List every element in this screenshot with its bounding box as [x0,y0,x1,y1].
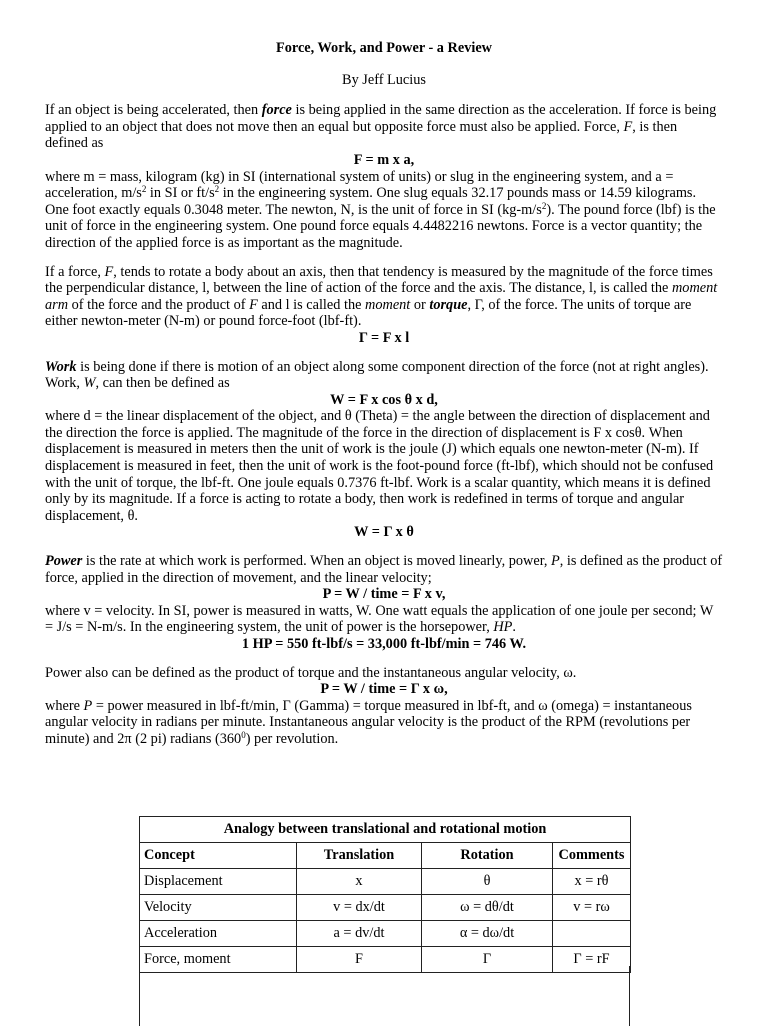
power-equation: P = W / time = F x v, [322,586,446,603]
header-comments: Comments [553,843,631,869]
force-equation: F = m x a, [353,151,415,168]
table-caption: Analogy between translational and rotational motion [140,817,631,843]
cell-rotation: θ [422,869,553,895]
cell-comments: v = rω [553,895,631,921]
cell-translation: F [297,947,422,973]
work-torque-equation: W = Γ x θ [354,524,414,541]
cell-concept: Displacement [140,869,297,895]
header-concept: Concept [140,843,297,869]
document-page [45,40,723,760]
angular-power-equation: P = W / time = Γ x ω, [320,681,448,698]
cell-translation: x [297,869,422,895]
table-row [140,869,631,895]
cell-rotation: ω = dθ/dt [422,895,553,921]
cell-translation: a = dv/dt [297,921,422,947]
cell-concept: Acceleration [140,921,297,947]
work-equation: W = F x cos θ x d, [330,391,438,408]
table-header-row [140,843,631,869]
torque-paragraph: If a force, F, tends to rotate a body about an axis, then that tendency is measured by the magnitude of the force times the perpendicular distance, l, between the line of action of the force and the axis. The distance, l, is called the moment arm of the force and the product of F and l is called the moment or torque, Γ, of the force. The units of torque are either newton-meter (N-m) or pound force-foot (lbf-ft). Γ = F x l [45,264,723,347]
cell-comments: Γ = rF [553,947,631,973]
document-title: Force, Work, and Power - a Review [275,40,492,56]
horsepower-equation: 1 HP = 550 ft-lbf/s = 33,000 ft-lbf/min = 746 W. [241,636,527,652]
document-author: By Jeff Lucius [342,71,426,88]
cell-comments [553,921,631,947]
table-row [140,895,631,921]
cell-translation: v = dx/dt [297,895,422,921]
cell-rotation: Γ [422,947,553,973]
power-paragraph: Power is the rate at which work is performed. When an object is moved linearly, power, P, is defined as the product of force, applied in the direction of movement, and the linear velocity; P = W / time = F x v, where v = velocity. In SI, power is measured in watts, W. One watt equals the application of one joule per second; W = J/s = N-m/s. In the engineering system, the unit of power is the horsepower, HP. 1 HP = 550 ft-lbf/s = 33,000 ft-lbf/min = 746 W. [45,553,723,652]
header-rotation: Rotation [422,843,553,869]
header-translation: Translation [297,843,422,869]
table-row [140,921,631,947]
cell-concept: Velocity [140,895,297,921]
angular-power-paragraph: Power also can be defined as the product of torque and the instantaneous angular velocity, ω. P = W / time = Γ x ω, where P = power measured in lbf-ft/min, Γ (Gamma) = torque measured in lbf-ft, and ω (omega) = instantaneous angular velocity in radians per minute. Instantaneous angular velocity is the product of the RPM (revolutions per minute) and 2π (2 pi) radians $(360^0)$ per revolution. [45,665,723,748]
work-paragraph: Work is being done if there is motion of an object along some component direction of the force (not at right angles). Work, W, can then be defined as W = F x cos θ x d, where d = the linear displacement of the object, and θ (Theta) = the angle between the direction of displacement and the direction the force is applied. The magnitude of the force in the direction of displacement is F x cosθ. When displacement is measured in meters then the unit of work is the joule (J) which equals one newton-meter (N-m). If displacement is measured in feet, then the unit of work is the foot-pound force (ft-lbf), which should not be confused with the unit of torque, the lbf-ft. One joule equals 0.7376 ft-lbf. Work is a scalar quantity, which means it is defined only by its magnitude. If a force is acting to rotate a body, then work is redefined in terms of torque and angular displacement, θ. W = Γ x θ [45,359,723,542]
table-continuation [139,966,630,1026]
cell-comments: x = rθ [553,869,631,895]
analogy-table [139,816,631,973]
cell-concept: Force, moment [140,947,297,973]
force-paragraph: If an object is being accelerated, then force is being applied in the same direction as the acceleration. If force is being applied to an object that does not move then an equal but opposite force must also be applied. Force, F, is then defined as F = m x a, where m = mass, kilogram (kg) in SI (international system of units) or slug in the engineering system, and a = acceleration, $m/s^2$ in SI or $ft/s^2$ in the engineering system. One slug equals 32.17 pounds mass or 14.59 kilograms. One foot exactly equals 0.3048 meter. The newton, N, is the unit of force in SI $(kg-m/s^2)$. The pound force (lbf) is the unit of force in the engineering system. One pound force equals 4.4482216 newtons. Force is a vector quantity; the direction of the applied force is as important as the magnitude. [45,102,723,251]
torque-equation: Γ = F x l [358,329,410,346]
cell-rotation: α = dω/dt [422,921,553,947]
